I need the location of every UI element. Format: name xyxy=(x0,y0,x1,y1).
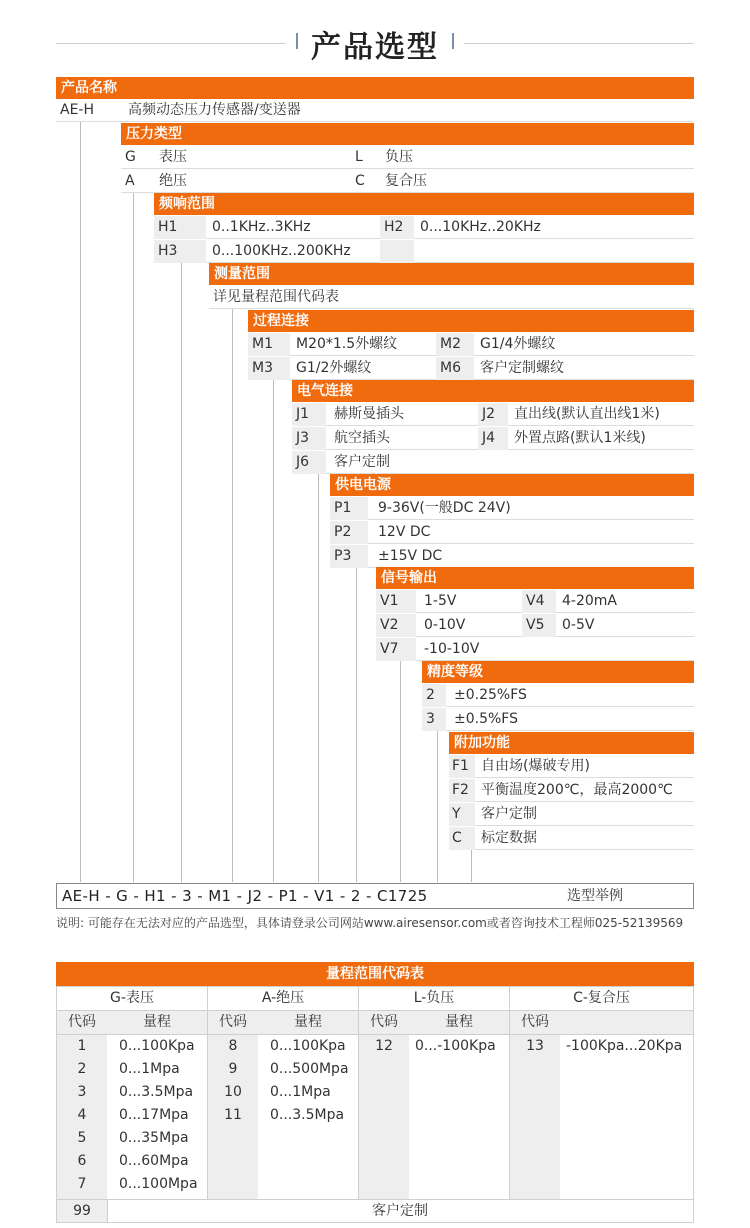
label-M6: 客户定制螺纹 xyxy=(480,360,564,376)
col-code-c: 代码 xyxy=(521,1014,549,1030)
group-header-a: A-绝压 xyxy=(261,990,305,1006)
row-pressure-type-2 xyxy=(121,170,694,193)
code-F1: F1 xyxy=(449,755,475,778)
code-col-bg-c xyxy=(510,1034,560,1199)
label-V5: 0-5V xyxy=(562,617,595,633)
product-desc: 高频动态压力传感器/变送器 xyxy=(128,102,301,118)
g-code: 2 xyxy=(77,1061,87,1077)
g-range: 0...60Mpa xyxy=(119,1153,189,1169)
col-code-l: 代码 xyxy=(370,1014,398,1030)
label-Y: 客户定制 xyxy=(481,806,537,822)
custom-label: 客户定制 xyxy=(372,1203,428,1219)
connector-line-4 xyxy=(232,309,233,882)
g-range: 0...100Kpa xyxy=(119,1038,195,1054)
header-pressure-type: 压力类型 xyxy=(121,123,694,145)
row-signal-3 xyxy=(376,638,694,661)
g-range: 0...17Mpa xyxy=(119,1107,189,1123)
code-M2: M2 xyxy=(436,333,474,356)
row-electric-conn-2 xyxy=(292,427,694,450)
code-C-addon: C xyxy=(449,827,475,850)
custom-code: 99 xyxy=(73,1203,91,1219)
connector-line-7 xyxy=(356,566,357,882)
code-P2: P2 xyxy=(330,521,368,544)
code-V2: V2 xyxy=(376,614,416,637)
code-col-bg-l xyxy=(359,1034,409,1199)
label-P2: 12V DC xyxy=(378,524,431,540)
range-table xyxy=(56,986,694,1223)
g-range: 0...35Mpa xyxy=(119,1130,189,1146)
label-V1: 1-5V xyxy=(424,593,457,609)
row-accuracy-2 xyxy=(422,708,694,731)
col-range-l: 量程 xyxy=(445,1014,473,1030)
code-J3: J3 xyxy=(292,427,326,450)
label-G: 表压 xyxy=(159,149,187,165)
group-header-g: G-表压 xyxy=(110,990,154,1006)
code-M1: M1 xyxy=(248,333,290,356)
col-code-g: 代码 xyxy=(68,1014,96,1030)
code-M3: M3 xyxy=(248,357,290,380)
col-range-g: 量程 xyxy=(143,1014,171,1030)
l-code: 12 xyxy=(375,1038,393,1054)
code-P1: P1 xyxy=(330,497,368,520)
connector-line-2 xyxy=(133,192,134,882)
c-code: 13 xyxy=(526,1038,544,1054)
range-table-title: 量程范围代码表 xyxy=(56,962,694,986)
label-J3: 航空插头 xyxy=(334,430,390,446)
label-M3: G1/2外螺纹 xyxy=(296,360,372,376)
label-J2: 直出线(默认直出线1米) xyxy=(514,406,660,422)
a-code: 9 xyxy=(228,1061,238,1077)
example-code: AE-H - G - H1 - 3 - M1 - J2 - P1 - V1 - 2 - C1725 xyxy=(62,887,428,905)
product-code: AE-H xyxy=(60,102,95,118)
label-P1: 9-36V(一般DC 24V) xyxy=(378,500,511,516)
label-F1: 自由场(爆破专用) xyxy=(481,758,590,774)
label-V2: 0-10V xyxy=(424,617,466,633)
row-electric-conn-3 xyxy=(292,451,694,474)
header-frequency: 频响范围 xyxy=(154,193,694,215)
code-V4: V4 xyxy=(522,590,556,613)
connector-line-8 xyxy=(400,660,401,882)
g-code: 1 xyxy=(77,1038,87,1054)
g-code: 4 xyxy=(77,1107,87,1123)
code-L: L xyxy=(355,149,363,165)
connector-line-3 xyxy=(181,262,182,882)
group-header-c: C-复合压 xyxy=(573,990,630,1006)
code-2: 2 xyxy=(422,684,446,707)
code-J2: J2 xyxy=(478,403,508,426)
label-J1: 赫斯曼插头 xyxy=(334,406,404,422)
code-A: A xyxy=(125,173,135,189)
label-J4: 外置点路(默认1米线) xyxy=(514,430,646,446)
code-J4: J4 xyxy=(478,427,508,450)
connector-line-9 xyxy=(437,731,438,882)
col-code-a: 代码 xyxy=(219,1014,247,1030)
label-C: 复合压 xyxy=(385,173,427,189)
header-electric-conn: 电气连接 xyxy=(292,380,694,402)
label-H2: 0...10KHz..20KHz xyxy=(420,219,541,235)
code-C: C xyxy=(355,173,365,189)
row-measure-range xyxy=(209,286,694,309)
a-range: 0...500Mpa xyxy=(270,1061,349,1077)
page-title: 产品选型 xyxy=(311,30,439,65)
row-addon-2 xyxy=(449,779,694,802)
row-process-conn-2 xyxy=(248,357,694,380)
footnote: 说明: 可能存在无法对应的产品选型，具体请登录公司网站www.airesensor.com或者咨询技术工程师025-52139569 xyxy=(56,916,684,930)
label-M1: M20*1.5外螺纹 xyxy=(296,336,398,352)
a-range: 0...1Mpa xyxy=(270,1084,331,1100)
header-product-name: 产品名称 xyxy=(56,77,694,99)
connector-line-6 xyxy=(318,473,319,882)
g-range: 0...100Mpa xyxy=(119,1176,198,1192)
row-frequency-2 xyxy=(154,240,694,263)
example-label: 选型举例 xyxy=(567,888,623,904)
row-addon-4 xyxy=(449,827,694,850)
header-measure-range: 测量范围 xyxy=(209,263,694,285)
a-code: 8 xyxy=(228,1038,238,1054)
code-M6: M6 xyxy=(436,357,474,380)
connector-line-1 xyxy=(80,122,81,882)
row-addon-1 xyxy=(449,755,694,778)
label-H3: 0...100KHz..200KHz xyxy=(212,243,351,259)
code-V5: V5 xyxy=(522,614,556,637)
label-V7: -10-10V xyxy=(424,641,480,657)
row-accuracy-1 xyxy=(422,684,694,707)
group-header-l: L-负压 xyxy=(413,990,455,1006)
row-frequency-1 xyxy=(154,216,694,239)
code-G: G xyxy=(125,149,136,165)
row-process-conn-1 xyxy=(248,333,694,356)
l-range: 0...-100Kpa xyxy=(415,1038,496,1054)
g-code: 5 xyxy=(77,1130,87,1146)
code-J1: J1 xyxy=(292,403,326,426)
label-V4: 4-20mA xyxy=(562,593,617,609)
section-title-bar xyxy=(0,0,750,70)
row-power-2 xyxy=(330,521,694,544)
code-H2: H2 xyxy=(380,216,414,239)
code-H3: H3 xyxy=(154,240,206,263)
g-code: 6 xyxy=(77,1153,87,1169)
g-code: 3 xyxy=(77,1084,87,1100)
label-H1: 0..1KHz..3KHz xyxy=(212,219,311,235)
label-C-addon: 标定数据 xyxy=(481,830,537,846)
row-product-name xyxy=(56,99,694,122)
title-tick-right xyxy=(452,33,454,49)
connector-line-10 xyxy=(471,848,472,882)
header-power: 供电电源 xyxy=(330,474,694,496)
measure-range-desc: 详见量程范围代码表 xyxy=(213,289,339,305)
header-signal: 信号输出 xyxy=(376,567,694,589)
row-signal-1 xyxy=(376,590,694,613)
label-M2: G1/4外螺纹 xyxy=(480,336,556,352)
a-range: 0...3.5Mpa xyxy=(270,1107,345,1123)
row-signal-2 xyxy=(376,614,694,637)
row-power-3 xyxy=(330,545,694,568)
row-pressure-type-1 xyxy=(121,146,694,169)
code-V1: V1 xyxy=(376,590,416,613)
label-F2: 平衡温度200℃，最高2000℃ xyxy=(481,782,673,798)
code-F2: F2 xyxy=(449,779,475,802)
code-J6: J6 xyxy=(292,451,326,474)
label-P3: ±15V DC xyxy=(378,548,443,564)
example-box xyxy=(56,883,694,909)
empty-cell xyxy=(380,240,414,263)
label-J6: 客户定制 xyxy=(334,454,390,470)
label-L: 负压 xyxy=(385,149,413,165)
label-3: ±0.5%FS xyxy=(454,711,518,727)
code-3: 3 xyxy=(422,708,446,731)
code-Y: Y xyxy=(449,803,475,826)
a-code: 11 xyxy=(224,1107,242,1123)
code-V7: V7 xyxy=(376,638,416,661)
label-A: 绝压 xyxy=(159,173,187,189)
label-2: ±0.25%FS xyxy=(454,687,527,703)
row-power-1 xyxy=(330,497,694,520)
connector-line-5 xyxy=(273,379,274,882)
header-process-conn: 过程连接 xyxy=(248,310,694,332)
title-divider-right xyxy=(464,43,694,44)
row-addon-3 xyxy=(449,803,694,826)
code-P3: P3 xyxy=(330,545,368,568)
row-electric-conn-1 xyxy=(292,403,694,426)
code-H1: H1 xyxy=(154,216,206,239)
g-range: 0...1Mpa xyxy=(119,1061,180,1077)
a-range: 0...100Kpa xyxy=(270,1038,346,1054)
g-range: 0...3.5Mpa xyxy=(119,1084,194,1100)
header-addon: 附加功能 xyxy=(449,732,694,754)
g-code: 7 xyxy=(77,1176,87,1192)
a-code: 10 xyxy=(224,1084,242,1100)
header-accuracy: 精度等级 xyxy=(422,661,694,683)
col-range-a: 量程 xyxy=(294,1014,322,1030)
c-range: -100Kpa...20Kpa xyxy=(566,1038,683,1054)
